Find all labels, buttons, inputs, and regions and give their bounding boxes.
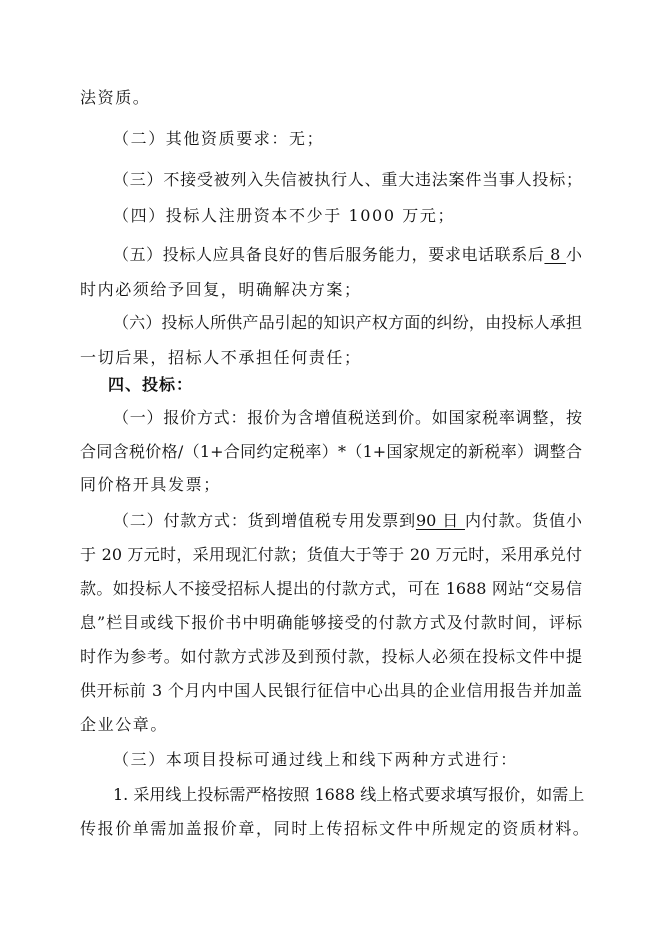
text-segment: 内付款。货值小 [464,511,582,530]
paragraph-line: （一）报价方式：报价为含增值税送到价。如国家税率调整，按 [113,408,582,427]
paragraph-line: 合同含税价格/（1+合同约定税率）*（1+国家规定的新税率）调整合 [80,442,582,461]
paragraph-line: 法资质。 [80,88,151,107]
paragraph-line: 息”栏目或线下报价书中明确能够接受的付款方式及付款时间，评标 [80,613,582,632]
section-heading: 四、投标： [108,375,194,394]
underlined-value: 90 日 [415,511,465,530]
paragraph-line: （六）投标人所供产品引起的知识产权方面的纠纷，由投标人承担 [113,313,582,332]
paragraph-line: 款。如投标人不接受招标人提出的付款方式，可在 1688 网站“交易信 [80,579,582,598]
text-segment: （五）投标人应具备良好的售后服务能力，要求电话联系后 [113,245,545,264]
paragraph-line: 时内必须给予回复，明确解决方案； [80,280,362,299]
paragraph-line: 企业公章。 [80,715,169,734]
paragraph-line: 传报价单需加盖报价章，同时上传招标文件中所规定的资质材料。 [80,819,591,838]
paragraph-line: （三）本项目投标可通过线上和线下两种方式进行： [113,750,518,769]
text-segment: （二）付款方式：货到增值税专用发票到 [113,511,416,530]
paragraph-line: 于 20 万元时，采用现汇付款；货值大于等于 20 万元时，采用承兑付 [80,545,582,564]
underlined-value: 8 [544,245,566,264]
paragraph-line: 供开标前 3 个月内中国人民银行征信中心出具的企业信用报告并加盖 [80,681,582,700]
paragraph-line: （二）其他资质要求：无； [113,129,325,148]
paragraph-line: （三）不接受被列入失信被执行人、重大违法案件当事人投标； [113,170,582,189]
paragraph-line: 一切后果，招标人不承担任何责任； [80,348,362,367]
paragraph-line: 时作为参考。如付款方式涉及到预付款，投标人必须在投标文件中提 [80,647,582,666]
paragraph-line: 1. 采用线上投标需严格按照 1688 线上格式要求填写报价，如需上 [113,785,585,804]
paragraph-line [113,243,582,267]
paragraph-line [113,509,582,533]
paragraph-line: 同价格开具发票； [80,475,221,494]
text-segment: 小 [565,245,582,264]
paragraph-line: （四）投标人注册资本不少于 1000 万元； [113,206,456,225]
